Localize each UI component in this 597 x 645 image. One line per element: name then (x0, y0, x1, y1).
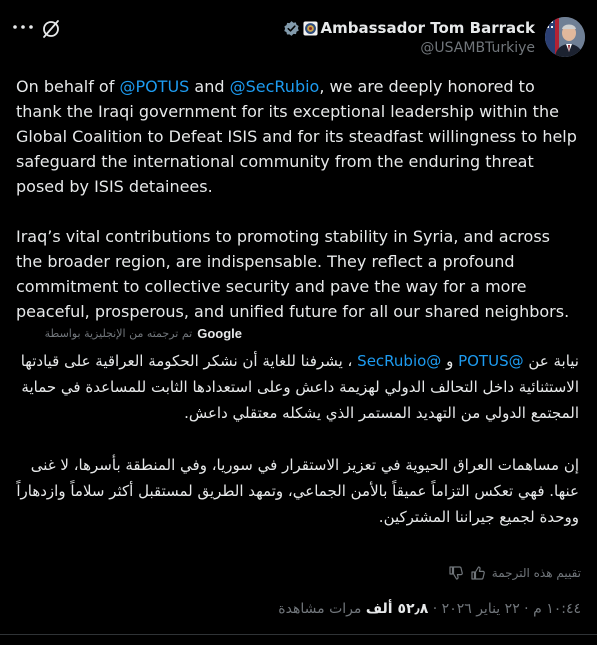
meta-separator: · (428, 601, 442, 617)
tweet-text: ، يشرفنا للغاية أن نشكر الحكومة العراقية على قيادتها الاستثنائية داخل التحالف الدولي لهزيمة داعش وعلى استعدادها الثابت للمساعدة في حماية المجتمع الدولي من التهديد المستمر الذي يشكله معتقلي داعش. (20, 352, 579, 422)
thumbs-up-icon[interactable] (470, 565, 486, 581)
mention-secrubio[interactable]: @SecRubio (357, 352, 442, 370)
avatar[interactable] (545, 17, 585, 57)
views-count: ٥٢٫٨ ألف (365, 601, 429, 617)
google-logo: Google (197, 326, 242, 341)
verified-icon (283, 20, 300, 37)
display-name[interactable]: Ambassador Tom Barrack (320, 19, 535, 37)
tweet-meta (278, 601, 581, 617)
rate-translation-label: تقييم هذه الترجمة (491, 566, 581, 580)
mention-potus[interactable]: @POTUS (119, 77, 190, 96)
more-icon[interactable] (12, 20, 34, 34)
tweet-header (0, 0, 597, 68)
tweet-date[interactable]: ٢٢ يناير ٢٠٢٦ (441, 601, 520, 617)
tweet-text: and (189, 77, 230, 96)
mention-secrubio[interactable]: @SecRubio (229, 77, 320, 96)
translated-paragraph-1 (14, 348, 579, 426)
translation-rating (448, 565, 581, 581)
thumbs-down-icon[interactable] (448, 565, 464, 581)
mention-potus[interactable]: @POTUS (458, 352, 524, 370)
tweet-text: نيابة عن (523, 352, 579, 370)
tweet-text: On behalf of (16, 77, 120, 96)
name-row (283, 18, 535, 38)
tweet-text: و (441, 352, 459, 370)
views-label: مرات مشاهدة (278, 601, 362, 617)
tweet-paragraph-2: Iraq’s vital contributions to promoting stability in Syria, and across the broader region, are indispensable. They reflect a profound commitment to collective security and pave the way for a more peaceful, prosperous, and unified future for all our shared neighbors. (16, 227, 570, 321)
author-block[interactable] (283, 18, 535, 56)
avatar-image (545, 17, 585, 57)
translated-paragraph-2: إن مساهمات العراق الحيوية في تعزيز الاستقرار في سوريا، وفي المنطقة بأسرها، لا غنى عنها. فهي تعكس التزاماً عميقاً بالأمن الجماعي، وتمهد الطريق لمستقبل أكثر سلاماً وازدهاراً ووحدة لجميع جيراننا المشتركين. (16, 456, 579, 526)
tweet-time[interactable]: ١٠:٤٤ م (533, 601, 581, 617)
grok-icon[interactable] (40, 18, 62, 40)
translated-by-label: تم ترجمته من الإنجليزية بواسطة (44, 327, 193, 340)
tweet-text-english (16, 74, 581, 324)
handle[interactable]: @USAMBTurkiye (420, 40, 535, 56)
meta-separator: · (519, 601, 534, 617)
tweet-text: , we are deeply honored to thank the Iraqi government for its exceptional leadership within the Global Coalition to Defeat ISIS and for its steadfast willingness to help safeguard the international community from the enduring threat posed by ISIS detainees. (16, 77, 577, 196)
divider (0, 634, 597, 635)
government-seal-icon (303, 21, 318, 36)
translation-credit (45, 326, 242, 341)
tweet-text-translated (14, 348, 579, 530)
